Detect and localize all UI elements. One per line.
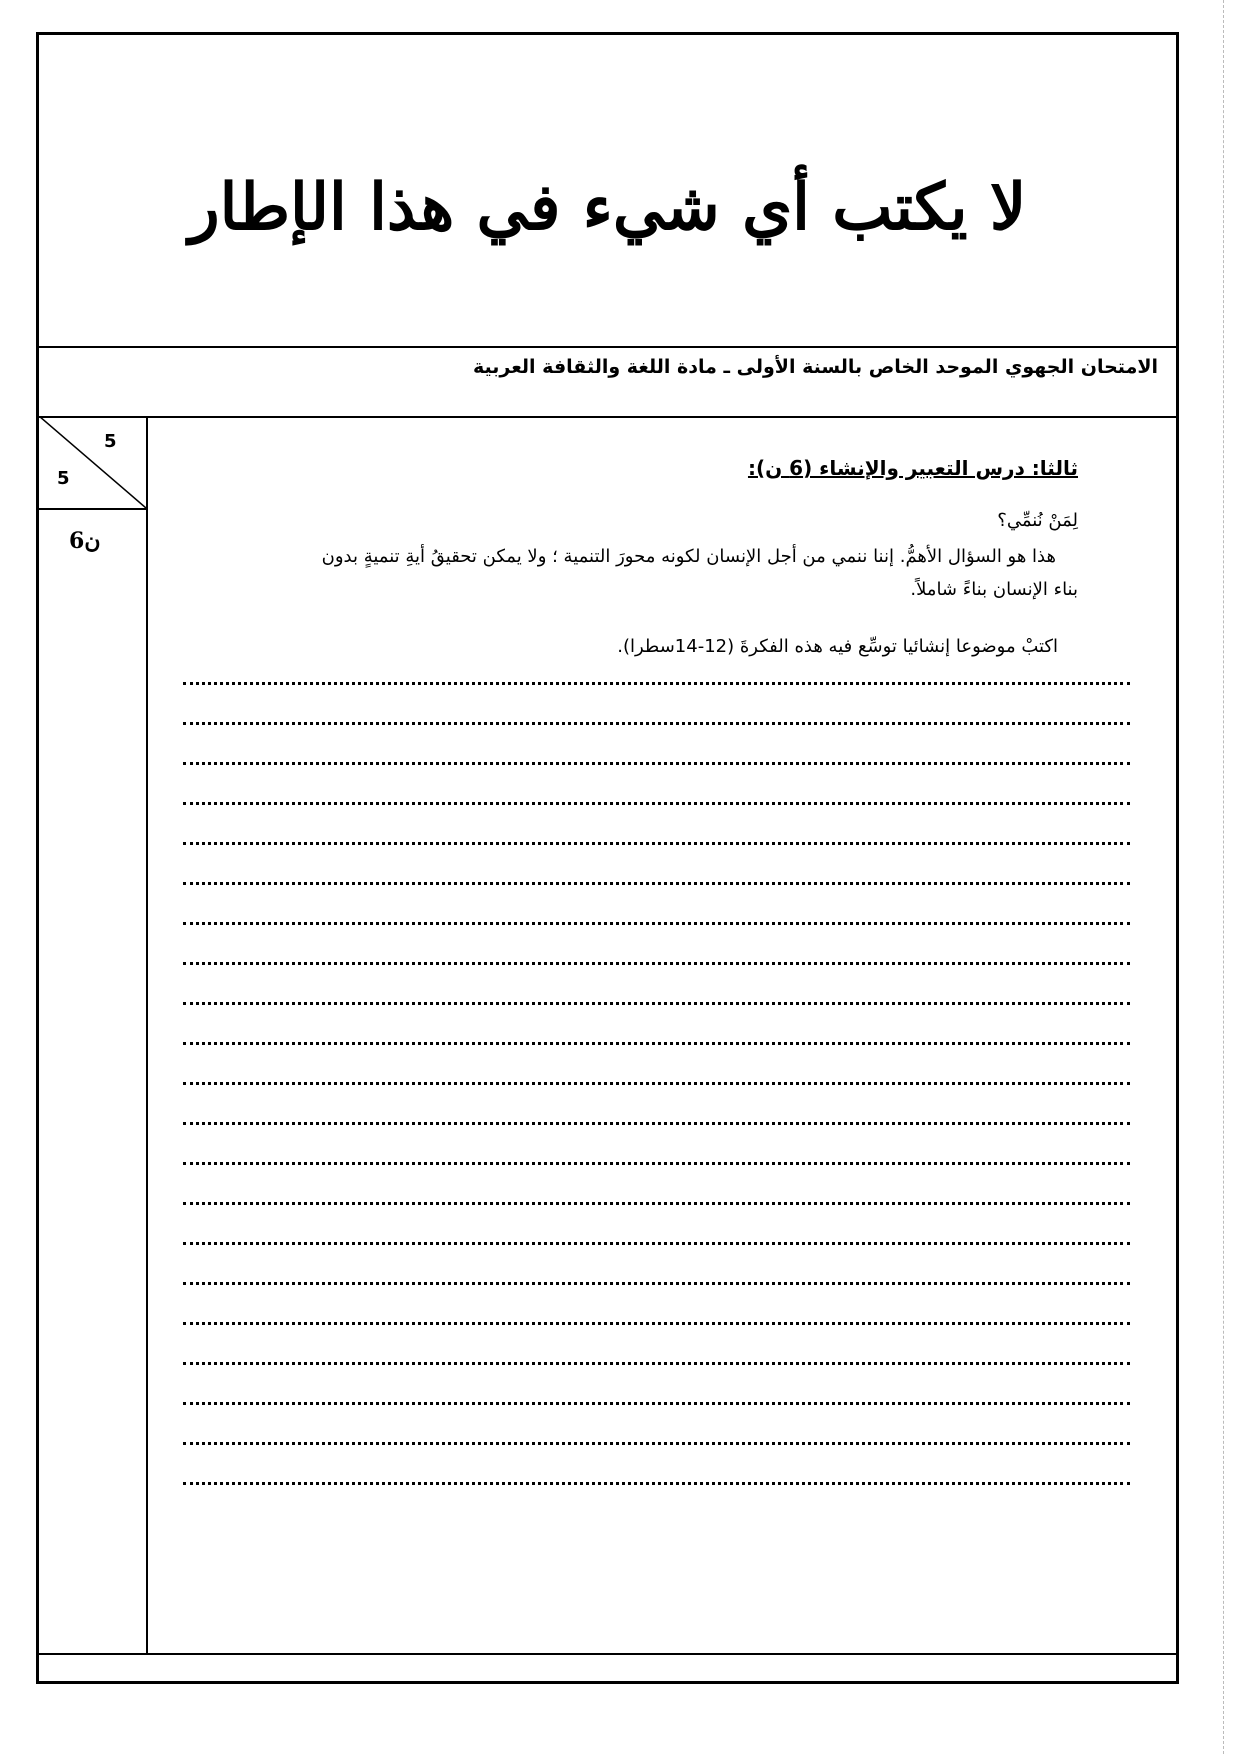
paragraph-line-2: بناء الإنسان بناءً شاملاً. bbox=[910, 579, 1078, 600]
section-title: ثالثا: درس التعبير والإنشاء (6 ن): bbox=[747, 456, 1078, 480]
paragraph-line-1: هذا هو السؤال الأهمُّ. إننا ننمي من أجل الإنسان لكونه محورَ التنمية ؛ ولا يمكن تحقيقُ أيةِ تنميةٍ بدون bbox=[321, 546, 1056, 567]
answer-line[interactable] bbox=[183, 1400, 1130, 1405]
answer-line[interactable] bbox=[183, 1360, 1130, 1365]
no-write-notice: لا يكتب أي شيء في هذا الإطار bbox=[188, 170, 1027, 245]
answer-line[interactable] bbox=[183, 1440, 1130, 1445]
answer-line[interactable] bbox=[183, 760, 1130, 765]
score-bottom-value: 5 bbox=[57, 468, 70, 489]
answer-line[interactable] bbox=[183, 1040, 1130, 1045]
answer-line[interactable] bbox=[183, 1320, 1130, 1325]
answer-line[interactable] bbox=[183, 1280, 1130, 1285]
answer-lines[interactable] bbox=[183, 680, 1130, 1520]
reserved-header-box bbox=[39, 35, 1176, 348]
answer-line[interactable] bbox=[183, 880, 1130, 885]
answer-line[interactable] bbox=[183, 720, 1130, 725]
task-instruction: اكتبْ موضوعا إنشائيا توسِّع فيه هذه الفكرةَ (12-14سطرا). bbox=[617, 636, 1058, 657]
score-top-value: 5 bbox=[104, 431, 117, 452]
answer-line[interactable] bbox=[183, 1000, 1130, 1005]
answer-line[interactable] bbox=[183, 1480, 1130, 1485]
answer-line[interactable] bbox=[183, 1120, 1130, 1125]
answer-line[interactable] bbox=[183, 680, 1130, 685]
score-diagonal bbox=[39, 416, 146, 510]
exam-title-divider bbox=[39, 416, 1176, 418]
answer-line[interactable] bbox=[183, 1240, 1130, 1245]
answer-line[interactable] bbox=[183, 960, 1130, 965]
answer-line[interactable] bbox=[183, 920, 1130, 925]
answer-line[interactable] bbox=[183, 840, 1130, 845]
total-score: 6ن bbox=[69, 528, 101, 554]
answer-line[interactable] bbox=[183, 1200, 1130, 1205]
exam-title: الامتحان الجهوي الموحد الخاص بالسنة الأولى ـ مادة اللغة والثقافة العربية bbox=[472, 356, 1158, 378]
topic-question: لِمَنْ نُنمِّي؟ bbox=[997, 510, 1078, 531]
answer-line[interactable] bbox=[183, 800, 1130, 805]
page-margin-line bbox=[1223, 0, 1224, 1754]
diagonal-line bbox=[39, 416, 146, 508]
score-cell bbox=[39, 416, 146, 510]
answer-line[interactable] bbox=[183, 1080, 1130, 1085]
answer-line[interactable] bbox=[183, 1160, 1130, 1165]
bottom-divider bbox=[39, 1653, 1176, 1655]
topic-paragraph bbox=[103, 540, 1078, 606]
